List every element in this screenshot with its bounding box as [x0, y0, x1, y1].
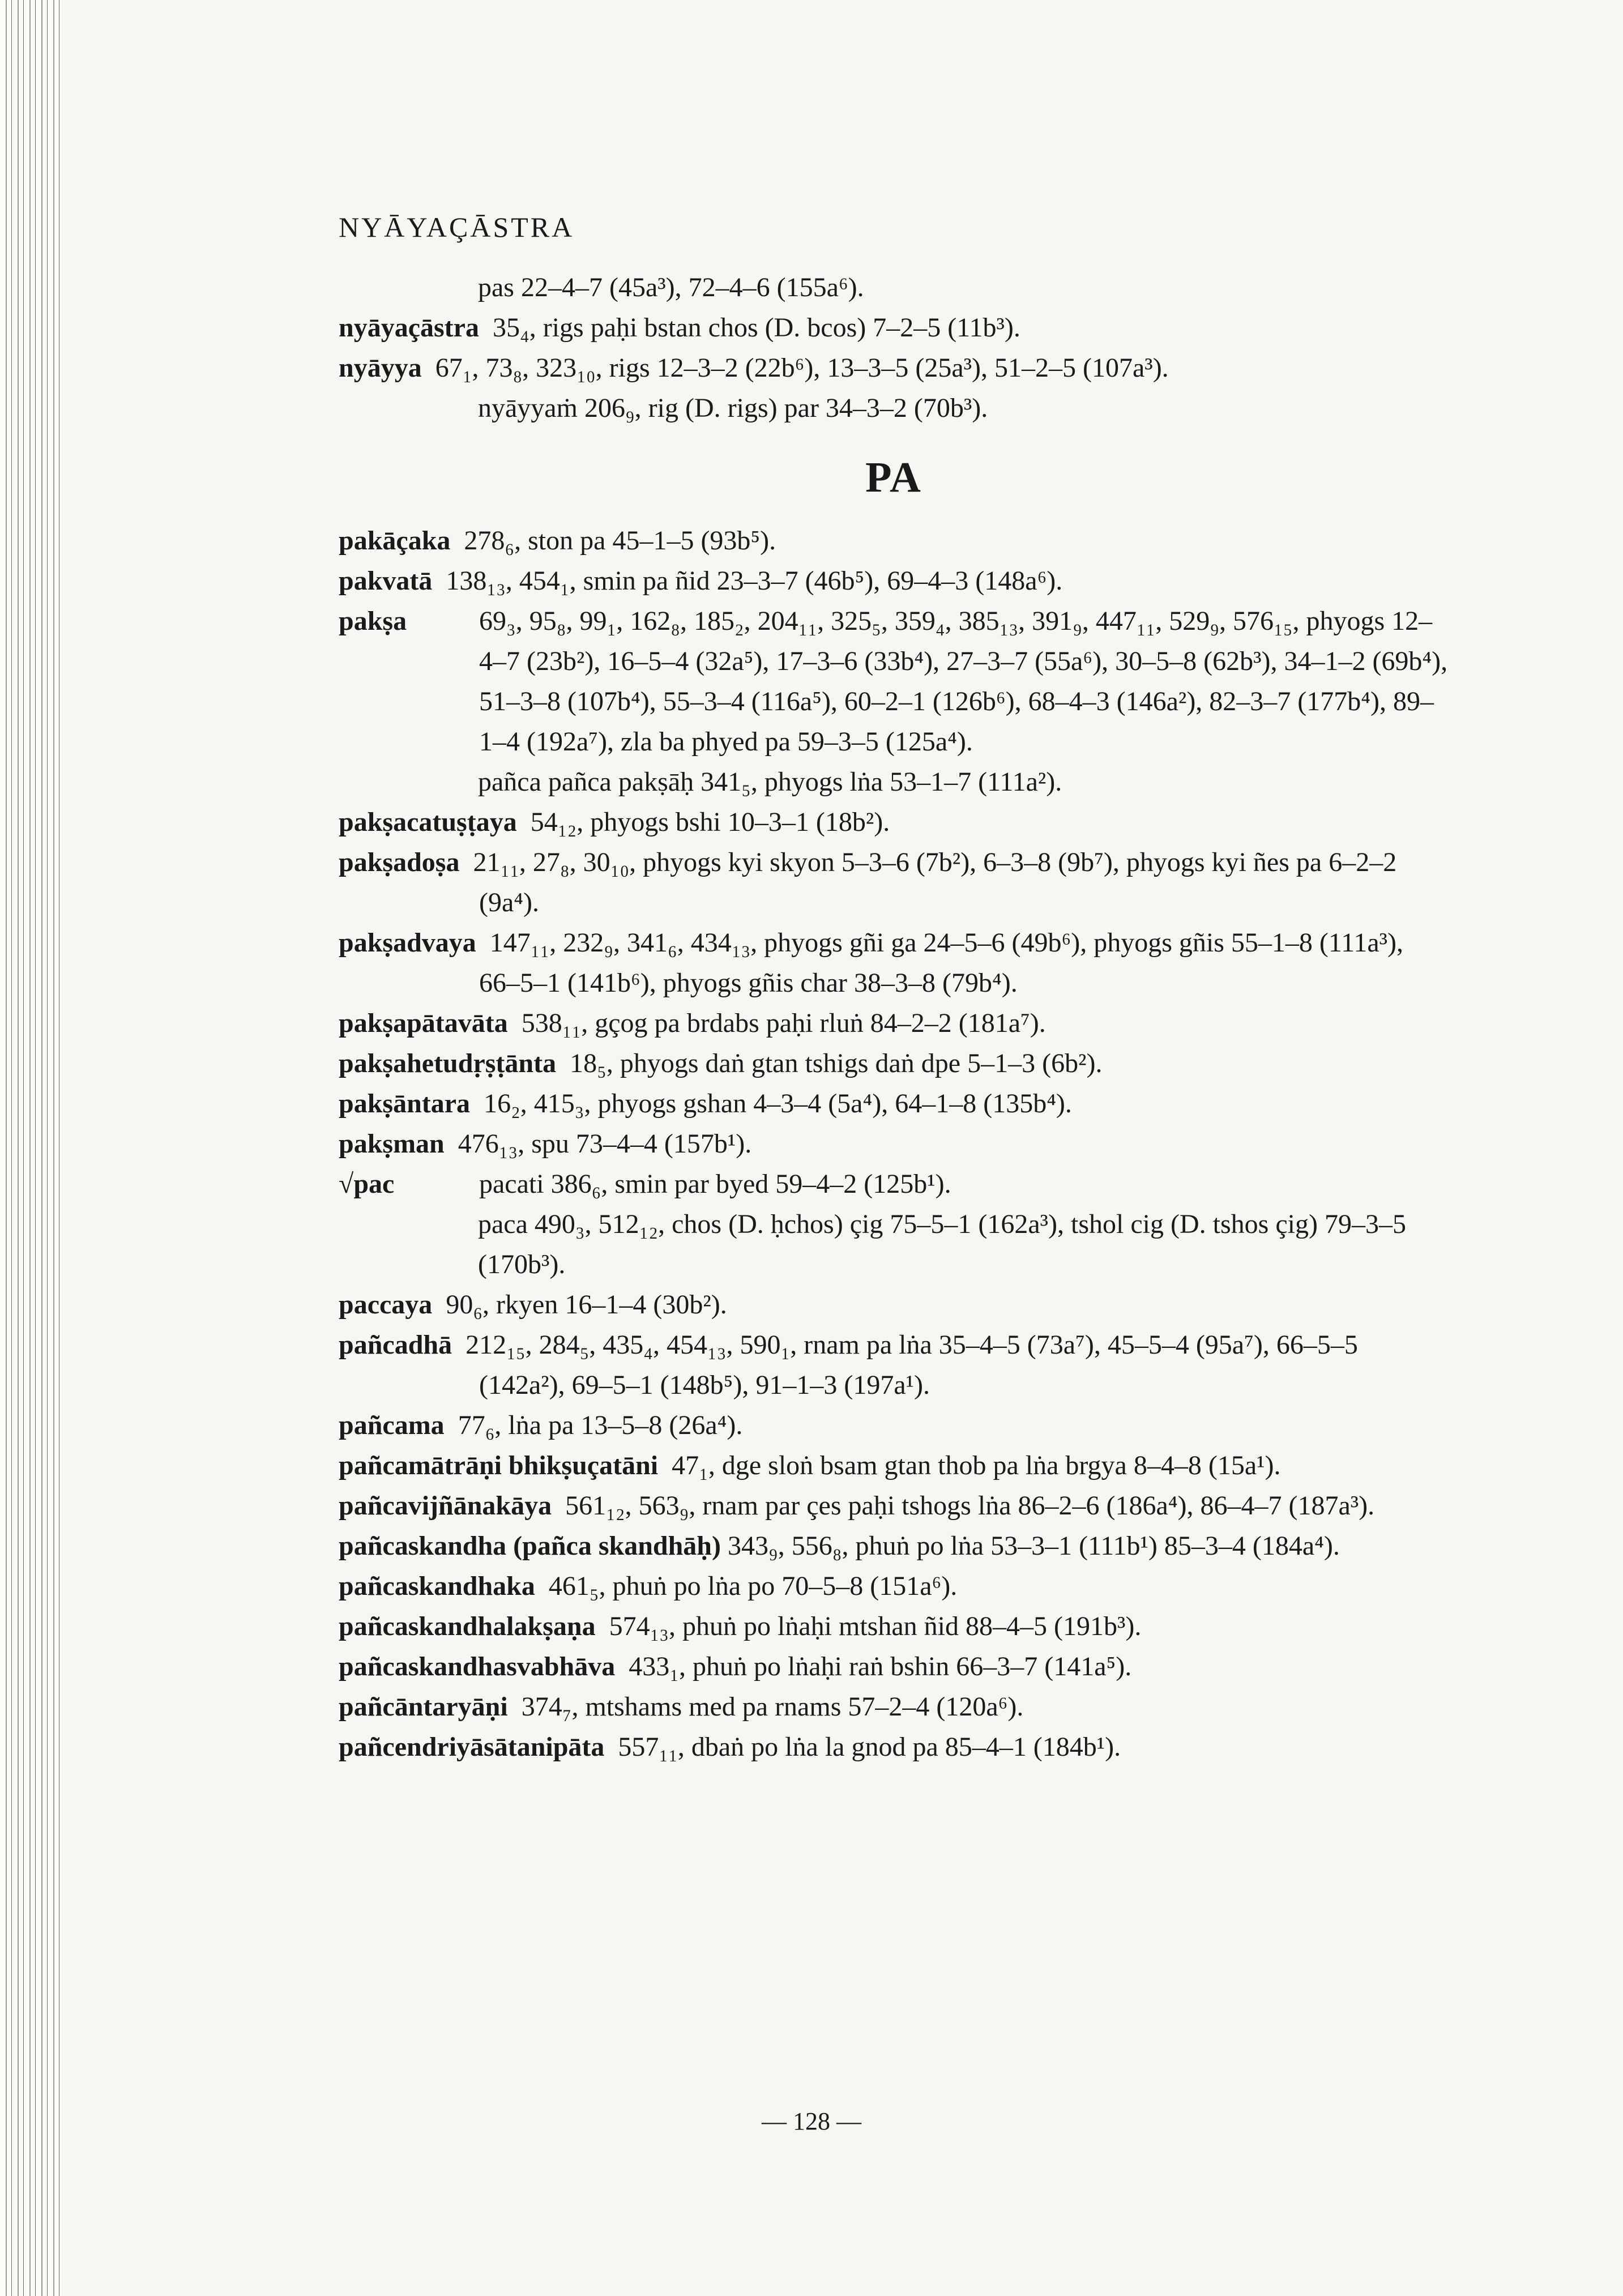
- entry-headword: √pac: [339, 1169, 395, 1199]
- entry-headword: pakṣacatuṣṭaya: [339, 807, 517, 837]
- continuation-line: [339, 267, 1449, 308]
- dictionary-entry: [339, 1164, 1449, 1204]
- section-title: PA: [865, 454, 922, 501]
- entry-text: 433₁, phuṅ po lṅaḥi raṅ bshin 66–3–7 (141a⁵).: [629, 1651, 1132, 1682]
- dictionary-entry: [339, 1083, 1449, 1124]
- entry-text: 476₁₃, spu 73–4–4 (157b¹).: [458, 1129, 752, 1159]
- entry-text: 561₁₂, 563₉, rnam par çes paḥi tshogs lṅa 86–2–6 (186a⁴), 86–4–7 (187a³).: [565, 1491, 1375, 1521]
- entry-text: paca 490₃, 512₁₂, chos (D. ḥchos) çig 75–5–1 (162a³), tshol cig (D. tshos çig) 79–3–5 (170b³).: [478, 1209, 1406, 1279]
- continuation-line: [339, 1204, 1449, 1284]
- entry-text: 461₅, phuṅ po lṅa po 70–5–8 (151a⁶).: [548, 1571, 958, 1601]
- entry-headword: nyāyaçāstra: [339, 313, 479, 343]
- entry-headword: pakṣadvaya: [339, 928, 476, 958]
- dictionary-entry: [339, 1405, 1449, 1445]
- entry-headword: pakāçaka: [339, 526, 451, 556]
- entry-text: 16₂, 415₃, phyogs gshan 4–3–4 (5a⁴), 64–1–8 (135b⁴).: [484, 1089, 1072, 1119]
- entry-text: pacati 386₆, smin par byed 59–4–2 (125b¹).: [479, 1169, 951, 1199]
- entry-headword: pañcaskandhaka: [339, 1571, 535, 1601]
- entry-headword: pañcamātrāṇi bhikṣuçatāni: [339, 1450, 659, 1480]
- dictionary-entry: [339, 802, 1449, 842]
- entry-headword: pakṣman: [339, 1129, 445, 1159]
- entry-headword: pañcaskandhasvabhāva: [339, 1651, 616, 1682]
- entry-headword: pakvatā: [339, 566, 433, 596]
- entry-headword: pakṣapātavāta: [339, 1008, 508, 1038]
- book-binding-edge: [0, 0, 62, 2296]
- entry-headword: pakṣadoṣa: [339, 847, 460, 877]
- entry-text: 67₁, 73₈, 323₁₀, rigs 12–3–2 (22b⁶), 13–3–5 (25a³), 51–2–5 (107a³).: [435, 353, 1169, 383]
- entry-text: nyāyyaṁ 206₉, rig (D. rigs) par 34–3–2 (70b³).: [478, 393, 988, 423]
- dictionary-entry: [339, 308, 1449, 348]
- entry-text: 557₁₁, dbaṅ po lṅa la gnod pa 85–4–1 (184b¹).: [618, 1732, 1121, 1762]
- entry-text: 538₁₁, gçog pa brdabs paḥi rluṅ 84–2–2 (181a⁷).: [521, 1008, 1046, 1038]
- dictionary-entry: [339, 601, 1449, 762]
- entry-text: 69₃, 95₈, 99₁, 162₈, 185₂, 204₁₁, 325₅, 359₄, 385₁₃, 391₉, 447₁₁, 529₉, 576₁₅, phyogs 12–4–7 (23b²), 16–5–4 (32a⁵), 17–3–6 (33b⁴), 27–3–7 (55a⁶), 30–5–8 (62b³), 34–1–2 (69b⁴), 51–3–8 (107b⁴), 55–3–4 (116a⁵), 60–2–1 (126b⁶), 68–4–3 (146a²), 82–3–7 (177b⁴), 89–1–4 (192a⁷), zla ba phyed pa 59–3–5 (125a⁴).: [479, 606, 1448, 757]
- entry-headword: paccaya: [339, 1290, 433, 1320]
- entry-text: 374₇, mtshams med pa rnams 57–2–4 (120a⁶).: [521, 1692, 1024, 1722]
- entry-headword: pañcadhā: [339, 1330, 452, 1360]
- entry-headword: pañcaskandhalakṣaṇa: [339, 1611, 596, 1641]
- dictionary-entry: [339, 1486, 1449, 1526]
- dictionary-entry: [339, 1646, 1449, 1687]
- dictionary-entry: [339, 1606, 1449, 1646]
- entry-headword: pañcendriyāsātanipāta: [339, 1732, 605, 1762]
- dictionary-entry: [339, 1566, 1449, 1606]
- continuation-line: [339, 762, 1449, 802]
- dictionary-body: [339, 267, 1449, 1767]
- entry-text: 147₁₁, 232₉, 341₆, 434₁₃, phyogs gñi ga 24–5–6 (49b⁶), phyogs gñis 55–1–8 (111a³), 66–5–1 (141b⁶), phyogs gñis char 38–3–8 (79b⁴).: [479, 928, 1403, 998]
- dictionary-entry: [339, 561, 1449, 601]
- entry-text: 47₁, dge sloṅ bsam gtan thob pa lṅa brgya 8–4–8 (15a¹).: [672, 1450, 1281, 1480]
- entry-headword: pañcāntaryāṇi: [339, 1692, 508, 1722]
- dictionary-entry: [339, 1003, 1449, 1043]
- continuation-line: [339, 388, 1449, 428]
- entry-headword: pakṣahetudṛṣṭānta: [339, 1048, 557, 1078]
- entry-text: pañca pañca pakṣāḥ 341₅, phyogs lṅa 53–1–7 (111a²).: [478, 767, 1062, 797]
- page-number: — 128 —: [762, 2107, 861, 2135]
- dictionary-entry: [339, 1325, 1449, 1405]
- entry-headword: nyāyya: [339, 353, 422, 383]
- dictionary-entry: [339, 842, 1449, 923]
- entry-text: 77₆, lṅa pa 13–5–8 (26a⁴).: [458, 1410, 743, 1440]
- entry-headword: pakṣāntara: [339, 1089, 471, 1119]
- entry-text: 90₆, rkyen 16–1–4 (30b²).: [446, 1290, 727, 1320]
- entry-text: 35₄, rigs paḥi bstan chos (D. bcos) 7–2–5 (11b³).: [492, 313, 1020, 343]
- entry-text: 54₁₂, phyogs bshi 10–3–1 (18b²).: [530, 807, 890, 837]
- dictionary-entry: [339, 1043, 1449, 1083]
- entry-text: pas 22–4–7 (45a³), 72–4–6 (155a⁶).: [478, 272, 864, 302]
- dictionary-entry: [339, 1445, 1449, 1486]
- entry-text: 18₅, phyogs daṅ gtan tshigs daṅ dpe 5–1–3 (6b²).: [570, 1048, 1103, 1078]
- entry-headword: pañcama: [339, 1410, 445, 1440]
- entry-headword: pakṣa: [339, 606, 407, 636]
- entry-text: 574₁₃, phuṅ po lṅaḥi mtshan ñid 88–4–5 (191b³).: [609, 1611, 1142, 1641]
- dictionary-entry: [339, 1727, 1449, 1767]
- dictionary-entry: [339, 1124, 1449, 1164]
- entry-text: 278₆, ston pa 45–1–5 (93b⁵).: [464, 526, 776, 556]
- entry-headword: pañcavijñānakāya: [339, 1491, 552, 1521]
- entry-text: 212₁₅, 284₅, 435₄, 454₁₃, 590₁, rnam pa lṅa 35–4–5 (73a⁷), 45–5–4 (95a⁷), 66–5–5 (142a²), 69–5–1 (148b⁵), 91–1–3 (197a¹).: [465, 1330, 1358, 1400]
- dictionary-entry: [339, 1284, 1449, 1325]
- dictionary-entry: [339, 1687, 1449, 1727]
- entry-text: 21₁₁, 27₈, 30₁₀, phyogs kyi skyon 5–3–6 (7b²), 6–3–8 (9b⁷), phyogs kyi ñes pa 6–2–2 (9a⁴).: [473, 847, 1397, 917]
- dictionary-entry: [339, 1526, 1449, 1566]
- running-header: NYĀYAÇĀSTRA: [339, 211, 575, 243]
- dictionary-entry: [339, 348, 1449, 388]
- entry-text: 138₁₃, 454₁, smin pa ñid 23–3–7 (46b⁵), 69–4–3 (148a⁶).: [446, 566, 1063, 596]
- entry-text: 343₉, 556₈, phuṅ po lṅa 53–3–1 (111b¹) 85–3–4 (184a⁴).: [727, 1531, 1340, 1561]
- entry-headword: pañcaskandha (pañca skandhāḥ): [339, 1531, 721, 1561]
- dictionary-entry: [339, 520, 1449, 561]
- dictionary-entry: [339, 923, 1449, 1003]
